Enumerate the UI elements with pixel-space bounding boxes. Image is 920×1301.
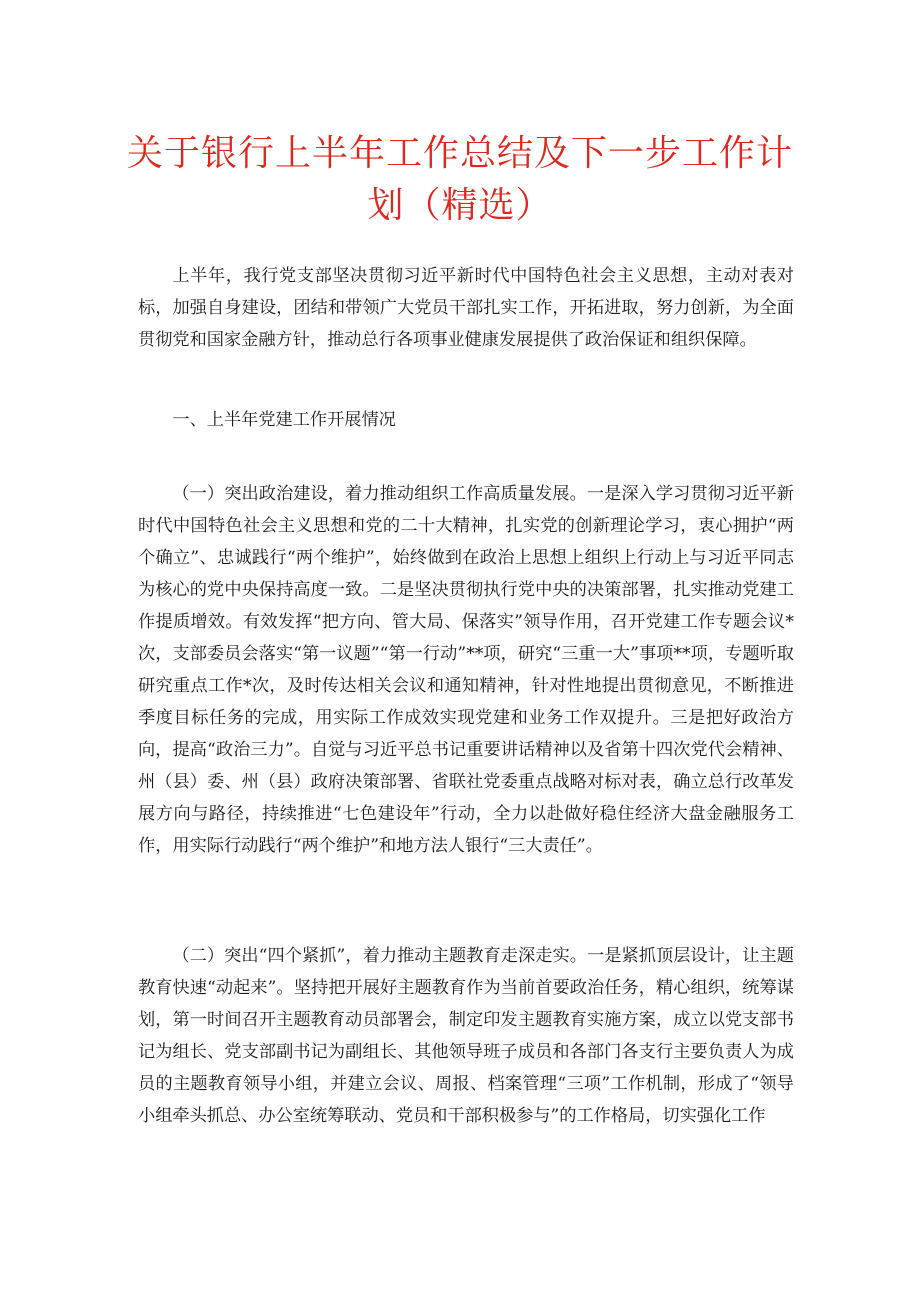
section-2-paragraph: （二）突出“四个紧抓”，着力推动主题教育走深走实。一是紧抓顶层设计，让主题教育快速“动起来”。坚持把开展好主题教育作为当前首要政治任务，精心组织，统筹谋划，第一时间召开主题教育动员部署会，制定印发主题教育实施方案，成立以党支部书记为组长、党支部副书记为副组长、其他领导班子成员和各部门各支行主要负责人为成员的主题教育领导小组，并建立会议、周报、档案管理“三项”工作机制，形成了“领导小组牵头抓总、办公室统筹联动、党员和干部积极参与”的工作格局，切实强化工作 xyxy=(138,946,794,1126)
section-heading-1: 一、上半年党建工作开展情况 xyxy=(172,410,396,430)
section-1-paragraph: （一）突出政治建设，着力推动组织工作高质量发展。一是深入学习贯彻习近平新时代中国特色社会主义思想和党的二十大精神，扎实党的创新理论学习，衷心拥护“两个确立”、忠诚践行“两个维护”，始终做到在政治上思想上组织上行动上与习近平同志为核心的党中央保持高度一致。二是坚决贯彻执行党中央的决策部署，扎实推动党建工作提质增效。有效发挥“把方向、管大局、保落实”领导作用，召开党建工作专题会议*次，支部委员会落实“第一议题”“第一行动”**项，研究“三重一大”事项**项，专题听取研究重点工作*次，及时传达相关会议和通知精神，针对性地提出贯彻意见，不断推进季度目标任务的完成，用实际工作成效实现党建和业务工作双提升。三是把好政治方向，提高“政治三力”。自觉与习近平总书记重要讲话精神以及省第十四次党代会精神、州（县）委、州（县）政府决策部署、省联社党委重点战略对标对表，确立总行改革发展方向与路径，持续推进“七色建设年”行动，全力以赴做好稳住经济大盘金融服务工作，用实际行动践行“两个维护”和地方法人银行“三大责任”。 xyxy=(138,484,794,856)
intro-paragraph: 上半年，我行党支部坚决贯彻习近平新时代中国特色社会主义思想，主动对表对标，加强自身建设，团结和带领广大党员干部扎实工作，开拓进取，努力创新，为全面贯彻党和国家金融方针，推动总行各项事业健康发展提供了政治保证和组织保障。 xyxy=(138,266,794,350)
title-line-2: 划（精选） xyxy=(367,185,553,226)
document-title xyxy=(120,128,800,232)
title-line-1: 关于银行上半年工作总结及下一步工作计 xyxy=(126,133,793,174)
